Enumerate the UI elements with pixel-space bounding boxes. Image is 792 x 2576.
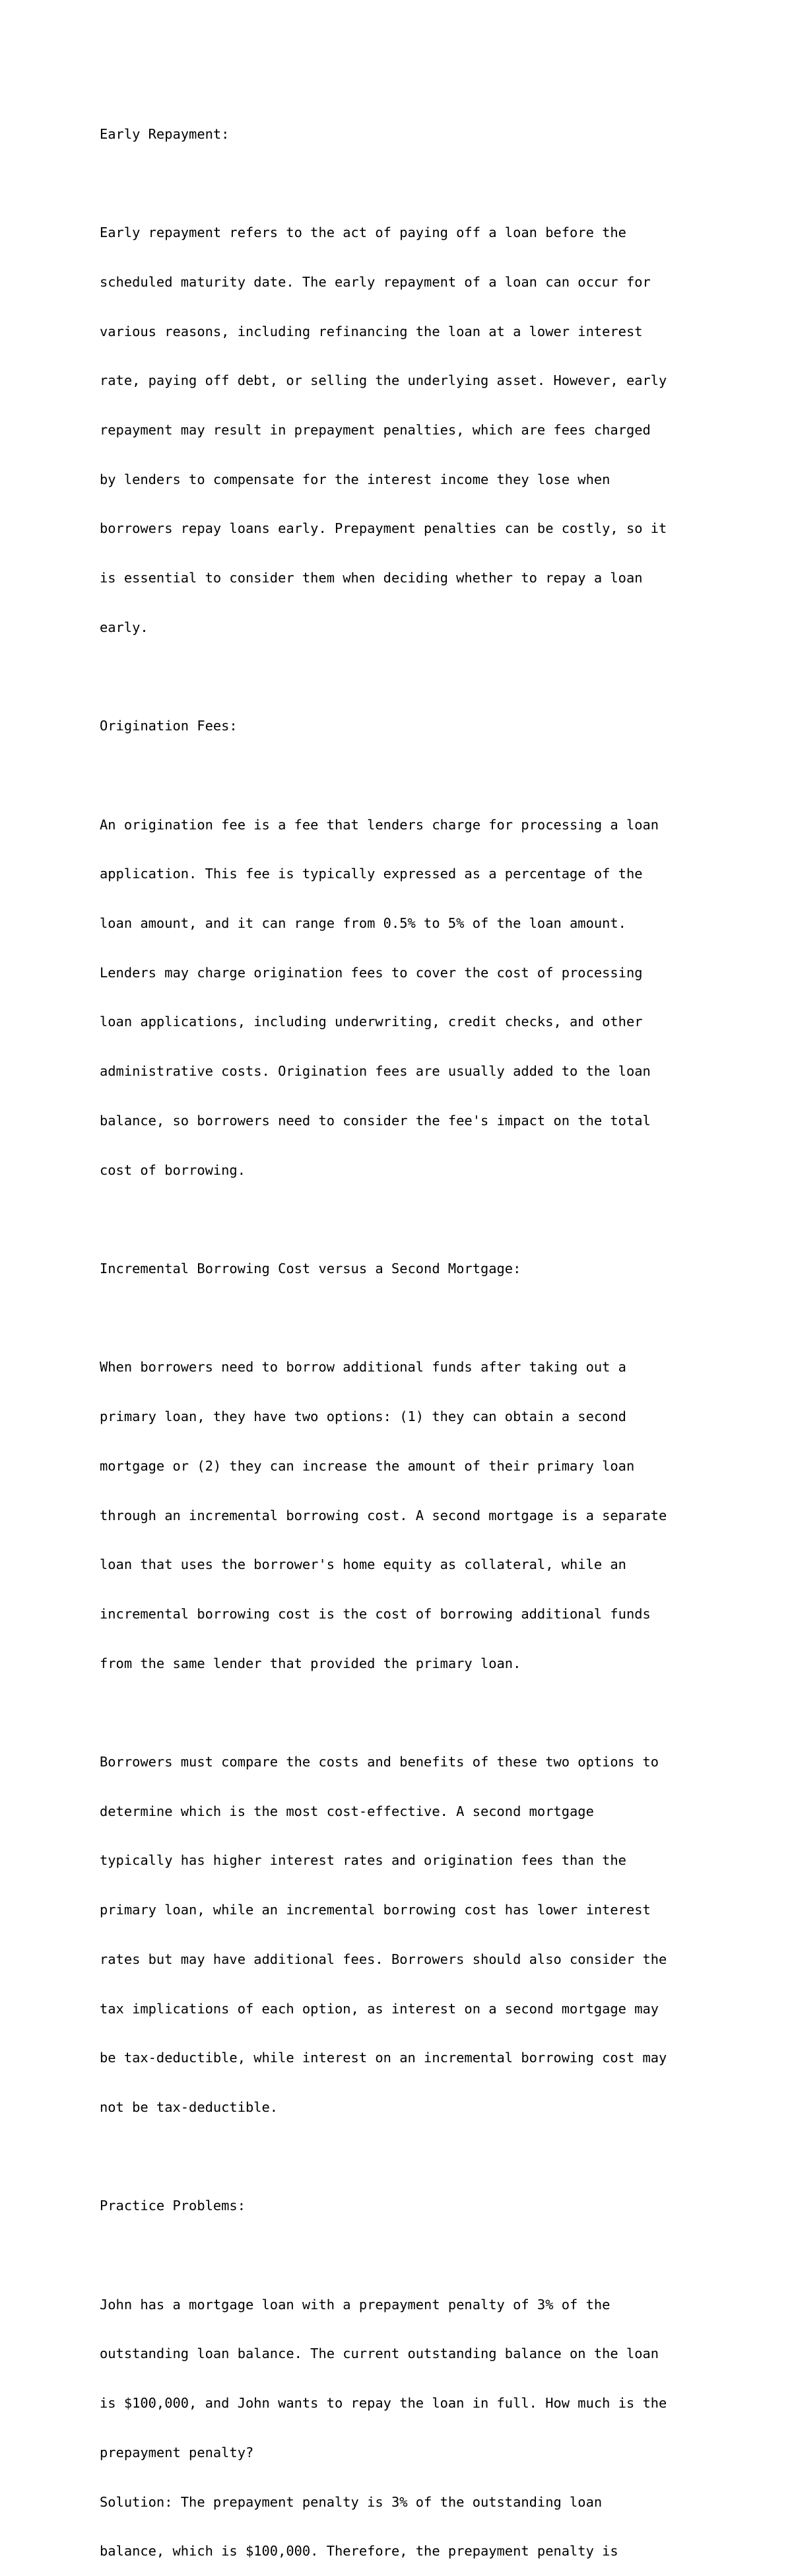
text-line: various reasons, including refinancing the loan at a lower interest xyxy=(100,323,643,339)
text-line: loan amount, and it can range from 0.5% to 5% of the loan amount. xyxy=(100,915,626,932)
blank-line xyxy=(100,669,760,685)
heading-origination-fees: Origination Fees: xyxy=(100,718,238,734)
heading-practice-problems: Practice Problems: xyxy=(100,2198,246,2214)
blank-line xyxy=(100,1310,760,1327)
text-line: When borrowers need to borrow additional funds after taking out a xyxy=(100,1359,626,1375)
blank-line xyxy=(100,176,760,192)
text-line: administrative costs. Origination fees are usually added to the loan xyxy=(100,1063,651,1080)
blank-line xyxy=(100,2247,760,2264)
text-line: through an incremental borrowing cost. A second mortgage is a separate xyxy=(100,1507,667,1523)
text-line: primary loan, while an incremental borrowing cost has lower interest xyxy=(100,1902,651,1918)
text-line: balance, so borrowers need to consider the fee's impact on the total xyxy=(100,1112,651,1129)
text-line: mortgage or (2) they can increase the amount of their primary loan xyxy=(100,1457,635,1474)
text-line: application. This fee is typically expressed as a percentage of the xyxy=(100,866,643,882)
text-line: loan applications, including underwriting, credit checks, and other xyxy=(100,1014,643,1030)
text-line: rate, paying off debt, or selling the underlying asset. However, early xyxy=(100,372,667,389)
blank-line xyxy=(100,1704,760,1721)
text-line: by lenders to compensate for the interest income they lose when xyxy=(100,471,610,487)
blank-line xyxy=(100,767,760,784)
text-line: determine which is the most cost-effective. A second mortgage xyxy=(100,1803,594,1819)
text-line: early. xyxy=(100,619,148,635)
text-line: Borrowers must compare the costs and benefits of these two options to xyxy=(100,1754,659,1770)
text-line: is $100,000, and John wants to repay the loan in full. How much is the xyxy=(100,2395,667,2412)
heading-early-repayment: Early Repayment: xyxy=(100,125,230,142)
text-line: not be tax-deductible. xyxy=(100,2099,279,2115)
text-line: balance, which is $100,000. Therefore, the prepayment penalty is xyxy=(100,2543,618,2559)
document-page xyxy=(100,93,760,2576)
text-line: incremental borrowing cost is the cost of borrowing additional funds xyxy=(100,1605,651,1622)
blank-line xyxy=(100,1211,760,1228)
text-line: from the same lender that provided the primary loan. xyxy=(100,1655,521,1671)
text-line: John has a mortgage loan with a prepayment penalty of 3% of the xyxy=(100,2296,610,2313)
text-line: loan that uses the borrower's home equity as collateral, while an xyxy=(100,1556,626,1573)
text-line: repayment may result in prepayment penalties, which are fees charged xyxy=(100,422,651,438)
text-line: Early repayment refers to the act of paying off a loan before the xyxy=(100,225,626,241)
text-line: Solution: The prepayment penalty is 3% of the outstanding loan xyxy=(100,2493,603,2510)
text-line: primary loan, they have two options: (1) they can obtain a second xyxy=(100,1409,626,1425)
text-line: prepayment penalty? xyxy=(100,2444,254,2460)
text-line: outstanding loan balance. The current outstanding balance on the loan xyxy=(100,2346,659,2362)
text-line: be tax-deductible, while interest on an incremental borrowing cost may xyxy=(100,2050,667,2066)
blank-line xyxy=(100,2149,760,2165)
text-line: typically has higher interest rates and origination fees than the xyxy=(100,1852,626,1869)
text-line: rates but may have additional fees. Borrowers should also consider the xyxy=(100,1951,667,1967)
text-line: tax implications of each option, as interest on a second mortgage may xyxy=(100,2000,659,2017)
heading-incremental-borrowing: Incremental Borrowing Cost versus a Second Mortgage: xyxy=(100,1260,521,1276)
text-line: is essential to consider them when deciding whether to repay a loan xyxy=(100,570,643,586)
text-line: borrowers repay loans early. Prepayment penalties can be costly, so it xyxy=(100,520,667,537)
text-line: Lenders may charge origination fees to cover the cost of processing xyxy=(100,964,643,981)
text-line: scheduled maturity date. The early repayment of a loan can occur for xyxy=(100,273,651,290)
text-line: An origination fee is a fee that lenders charge for processing a loan xyxy=(100,816,659,833)
text-line: cost of borrowing. xyxy=(100,1162,246,1178)
